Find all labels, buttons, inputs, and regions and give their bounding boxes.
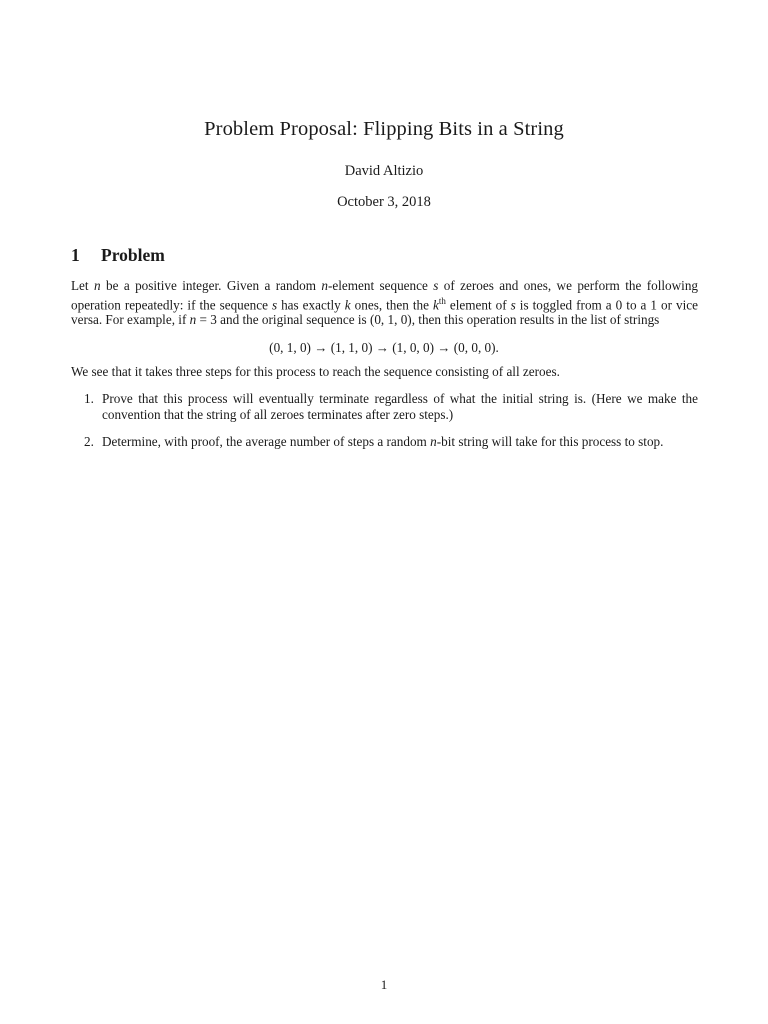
section-title: Problem [101, 245, 165, 265]
text-run: Determine, with proof, the average number of steps a random [102, 434, 431, 449]
section-heading [71, 245, 165, 266]
page-number: 1 [380, 977, 388, 992]
list-item [84, 391, 698, 422]
math-var: n [430, 434, 437, 449]
text-run: has exactly [277, 296, 345, 312]
paper-date: October 3, 2018 [337, 194, 431, 210]
text-run: Let [71, 278, 94, 293]
list-item [84, 434, 698, 450]
paper-title: Problem Proposal: Flipping Bits in a String [204, 118, 564, 140]
math-var: s [271, 296, 278, 312]
display-equation: (0, 1, 0) → (1, 1, 0) → (1, 0, 0) → (0, 0, 0). [269, 340, 499, 355]
list-marker: 2. [84, 434, 94, 449]
text-run: = 3 and the original sequence is (0, 1, 0), then this operation results in the list of strings [196, 312, 660, 328]
text-run: -bit string will take for this process to stop. [436, 434, 664, 449]
math-var: s [510, 296, 516, 312]
text-run: element of [445, 296, 511, 312]
list-marker: 1. [84, 391, 94, 406]
text-run: is toggled from a 0 to a 1 or vice versa. For example, if [71, 296, 698, 328]
list-item-text: Prove that this process will eventually terminate regardless of what the initial string is. (Here we make the convention that the string of all zeroes terminates after zero steps.) [102, 391, 698, 422]
author-name: David Altizio [344, 163, 424, 179]
math-var: n [93, 278, 101, 293]
math-var: k [344, 296, 351, 312]
conclusion-paragraph: We see that it takes three steps for this process to reach the sequence consisting of all zeroes. [71, 364, 560, 379]
text-run: be a positive integer. Given a random [100, 278, 322, 293]
text-run: ones, then the [350, 296, 433, 312]
math-var: n [189, 312, 197, 328]
section-number: 1 [71, 245, 80, 265]
math-var: k [432, 296, 439, 312]
math-var: s [433, 278, 439, 293]
superscript: th [438, 295, 446, 306]
text-run: -element sequence [327, 278, 434, 293]
math-var: n [321, 278, 328, 293]
problem-paragraph [71, 278, 698, 328]
text-run: of zeroes and ones, we perform the following operation repeatedly: if the sequence [71, 278, 699, 312]
list-item-text [102, 434, 698, 450]
